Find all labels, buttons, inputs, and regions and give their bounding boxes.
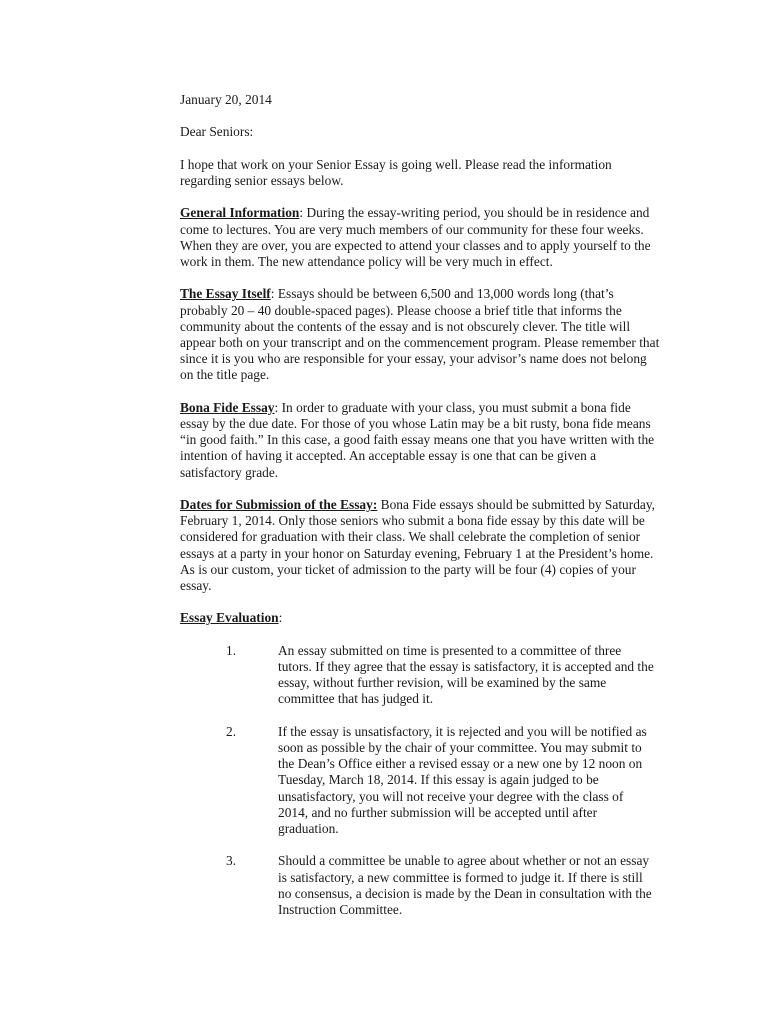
list-item-text: An essay submitted on time is presented to a committee of three tutors. If they agree that the essay is satisfactory, it is accepted and the essay, without further revision, will be examined by the same committee that has judged it. <box>278 642 654 707</box>
letter-intro: I hope that work on your Senior Essay is going well. Please read the information regarding senior essays below. <box>180 156 612 188</box>
section-general-information <box>180 205 660 270</box>
list-item-number: 1. <box>226 642 237 658</box>
section-heading: General Information <box>180 205 300 221</box>
evaluation-heading: Essay Evaluation <box>180 610 279 626</box>
evaluation-heading-line <box>180 610 660 626</box>
section-essay-itself <box>180 286 660 383</box>
list-item-number: 2. <box>226 723 237 739</box>
section-bona-fide-essay <box>180 400 660 481</box>
list-item <box>180 643 660 708</box>
section-heading: Bona Fide Essay <box>180 399 275 415</box>
section-submission-dates <box>180 497 660 594</box>
evaluation-separator: : <box>278 610 283 626</box>
letter-date: January 20, 2014 <box>180 92 272 107</box>
list-item <box>180 724 660 837</box>
section-body: Bona Fide essays should be submitted by Saturday, February 1, 2014. Only those seniors who submit a bona fide essay by this date will be considered for graduation with their class. We shall celebrate the completion of senior essays at a party in your honor on Saturday evening, February 1 at the President’s home. As is our custom, your ticket of admission to the party will be four (4) copies of your essay. <box>180 496 656 593</box>
section-separator: : <box>299 205 307 221</box>
section-body: In order to graduate with your class, you must submit a bona fide essay by the due date. For those of you whose Latin may be a bit rusty, bona fide means “in good faith.” In this case, a good faith essay means one that you have written with the intention of having it accepted. An acceptable essay is one that can be given a satisfactory grade. <box>180 399 655 480</box>
list-item <box>180 853 660 918</box>
list-item-text: Should a committee be unable to agree about whether or not an essay is satisfactory, a new committee is formed to judge it. If there is still no consensus, a decision is made by the Dean in consultation with the Instruction Committee. <box>278 853 652 917</box>
section-separator: : <box>274 399 282 415</box>
section-heading: Dates for Submission of the Essay: <box>180 496 378 512</box>
list-item-text: If the essay is unsatisfactory, it is rejected and you will be notified as soon as possible by the chair of your committee. You may submit to the Dean’s Office either a revised essay or a new one by 12 noon on Tuesday, March 18, 2014. If this essay is again judged to be unsatisfactory, you will not receive your degree with the class of 2014, and no further submission will be accepted until after graduation. <box>278 723 647 836</box>
evaluation-list <box>180 643 660 918</box>
section-body: During the essay-writing period, you should be in residence and come to lectures. You are very much members of our community for these four weeks. When they are over, you are expected to attend your classes and to apply yourself to the work in them. The new attendance policy will be very much in effect. <box>180 205 651 269</box>
letter-salutation: Dear Seniors: <box>180 124 254 140</box>
section-heading: The Essay Itself <box>180 286 271 302</box>
letter-page <box>180 92 660 934</box>
section-body: Essays should be between 6,500 and 13,000 words long (that’s probably 20 – 40 double-spaced pages). Please choose a brief title that informs the community about the contents of the essay and is not obscurely clever. The title will appear both on your transcript and on the commencement program. Please remember that since it is you who are responsible for your essay, your advisor’s name does not belong on the title page. <box>180 286 660 383</box>
section-separator: : <box>270 286 278 302</box>
list-item-number: 3. <box>226 853 237 869</box>
